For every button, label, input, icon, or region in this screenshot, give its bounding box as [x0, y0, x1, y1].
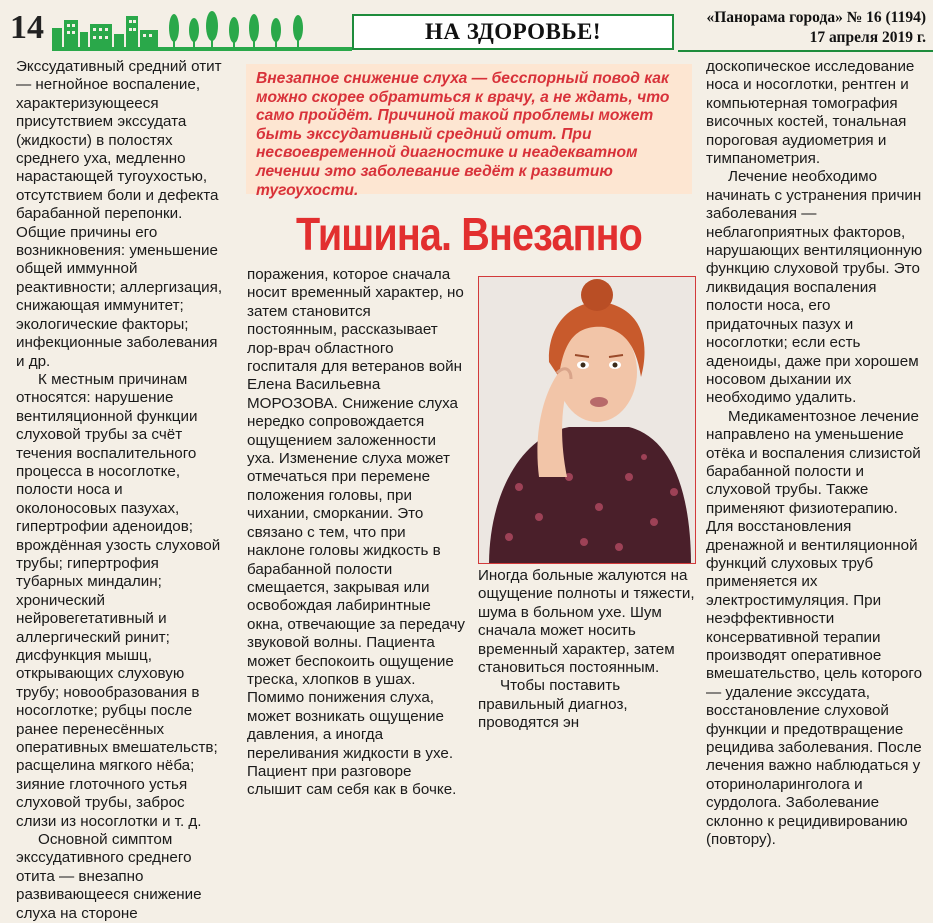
issue-date: 17 апреля 2019 г.: [809, 29, 926, 46]
newspaper-title: «Панорама города» № 16 (1194): [706, 9, 926, 26]
paragraph: Иногда больные жалуются на ощущение полноты и тяжести, шума в больном ухе. Шум сначала может носить временный характер, затем становиться постоянным.: [478, 567, 695, 677]
article-column-1: [16, 58, 224, 923]
section-rubric: НА ЗДОРОВЬЕ!: [352, 14, 674, 50]
article-column-3: [478, 567, 696, 733]
issue-info: [678, 8, 926, 48]
paragraph: Лечение необходимо начинать с устранения причин заболевания — неблагоприятных факторов, нарушающих вентиляционную функцию слуховой трубы. Это ликвидация воспаления полости носа, его придаточных пазух и носоглотки; если есть аденоиды, даже при хорошем носовом дыхании их необходимо удалить.: [706, 168, 923, 407]
paragraph: К местным причинам относятся: нарушение вентиляционной функции слуховой трубы за счёт течения воспалительного процесса в носоглотке, полости носа и околоносовых пазухах, гипертрофии аденоидов; врождённая узость слуховой трубы; гипертрофия тубарных миндалин; хронический нейровегетативный и аллергический ринит; дисфункция мышц, открывающих слуховую трубу; новообразования в носоглотке; рубцы после ранее перенесённых оперативных вмешательств; расщелина мягкого нёба; зияние глоточного устья слуховой трубы, заброс слизи из носоглотки и т. д.: [16, 370, 221, 830]
article-headline: Тишина. Внезапно: [296, 208, 642, 260]
paragraph: Экссудативный средний отит — негнойное воспаление, характеризующееся присутствием экссудата (жидкости) в полостях среднего уха, медленно нарастающей тугоухостью, отсутствием боли и дефекта барабанной перепонки. Общие причины его возникновения: уменьшение общей иммунной реактивности; аллергизация, снижающая иммунитет; экологические факторы; инфекционные заболевания и др.: [16, 58, 223, 370]
page-number: 14: [10, 9, 44, 46]
header-rule-right: [678, 50, 933, 52]
paragraph: поражения, которое сначала носит временный характер, но затем становится постоянным, рассказывает лор-врач областного госпиталя для ветеранов войн Елена Васильевна МОРОЗОВА. Снижение слуха нередко сопровождается ощущением заложенности уха. Изменение слуха может отмечаться при перемене положения головы, при чихании, сморкании. Это связано с тем, что при наклоне головы жидкость в барабанной полости смещается, закрывая или освобождая лабиринтные окна, отвечающие за передачу звуковой волны. Пациента может беспокоить ощущение треска, хлопков в ушах. Помимо понижения слуха, может возникать ощущение давления, а иногда переливания жидкости в ухе. Пациент при разговоре слышит сам себя как в бочке.: [247, 266, 466, 799]
city-skyline-icon: [52, 6, 342, 52]
paragraph: Медикаментозное лечение направлено на уменьшение отёка и воспаления слизистой барабанной полости и слуховой трубы. Также применяют физиотерапию. Для восстановления дренажной и вентиляционной функций слуховых труб применяется их электростимуляция. При неэффективности консервативной терапии производят оперативное вмешательство, цель которого — удаление экссудата, восстановление слуховой функции и предотвращение рецидива заболевания. После лечения важно наблюдаться у оториноларинголога и сурдолога. Заболевание склонно к рецидивированию (повтору).: [706, 407, 923, 849]
paragraph: доскопическое исследование носа и носоглотки, рентген и компьютерная томография височных костей, тональная пороговая аудиометрия и тимпанометрия.: [706, 58, 915, 168]
paragraph: Чтобы поставить правильный диагноз, проводятся эн: [478, 677, 628, 732]
page-header: [0, 0, 933, 56]
woman-cupping-ear-photo-icon: [479, 277, 696, 564]
article-lead: Внезапное снижение слуха — бесспорный повод как можно скорее обратиться к врачу, а не ждать, что само пройдёт. Причиной такой проблемы может быть экссудативный средний отит. При несвоевременной диагностике и неадекватном лечении это заболевание ведёт к развитию тугоухости.: [256, 70, 670, 199]
paragraph: Основной симптом экссудативного среднего отита — внезапно развивающееся снижение слуха на стороне: [16, 831, 202, 922]
header-rule-left: [52, 47, 352, 51]
article-photo: [478, 276, 696, 564]
article-column-4: [706, 58, 926, 849]
article-column-2: [247, 266, 465, 800]
